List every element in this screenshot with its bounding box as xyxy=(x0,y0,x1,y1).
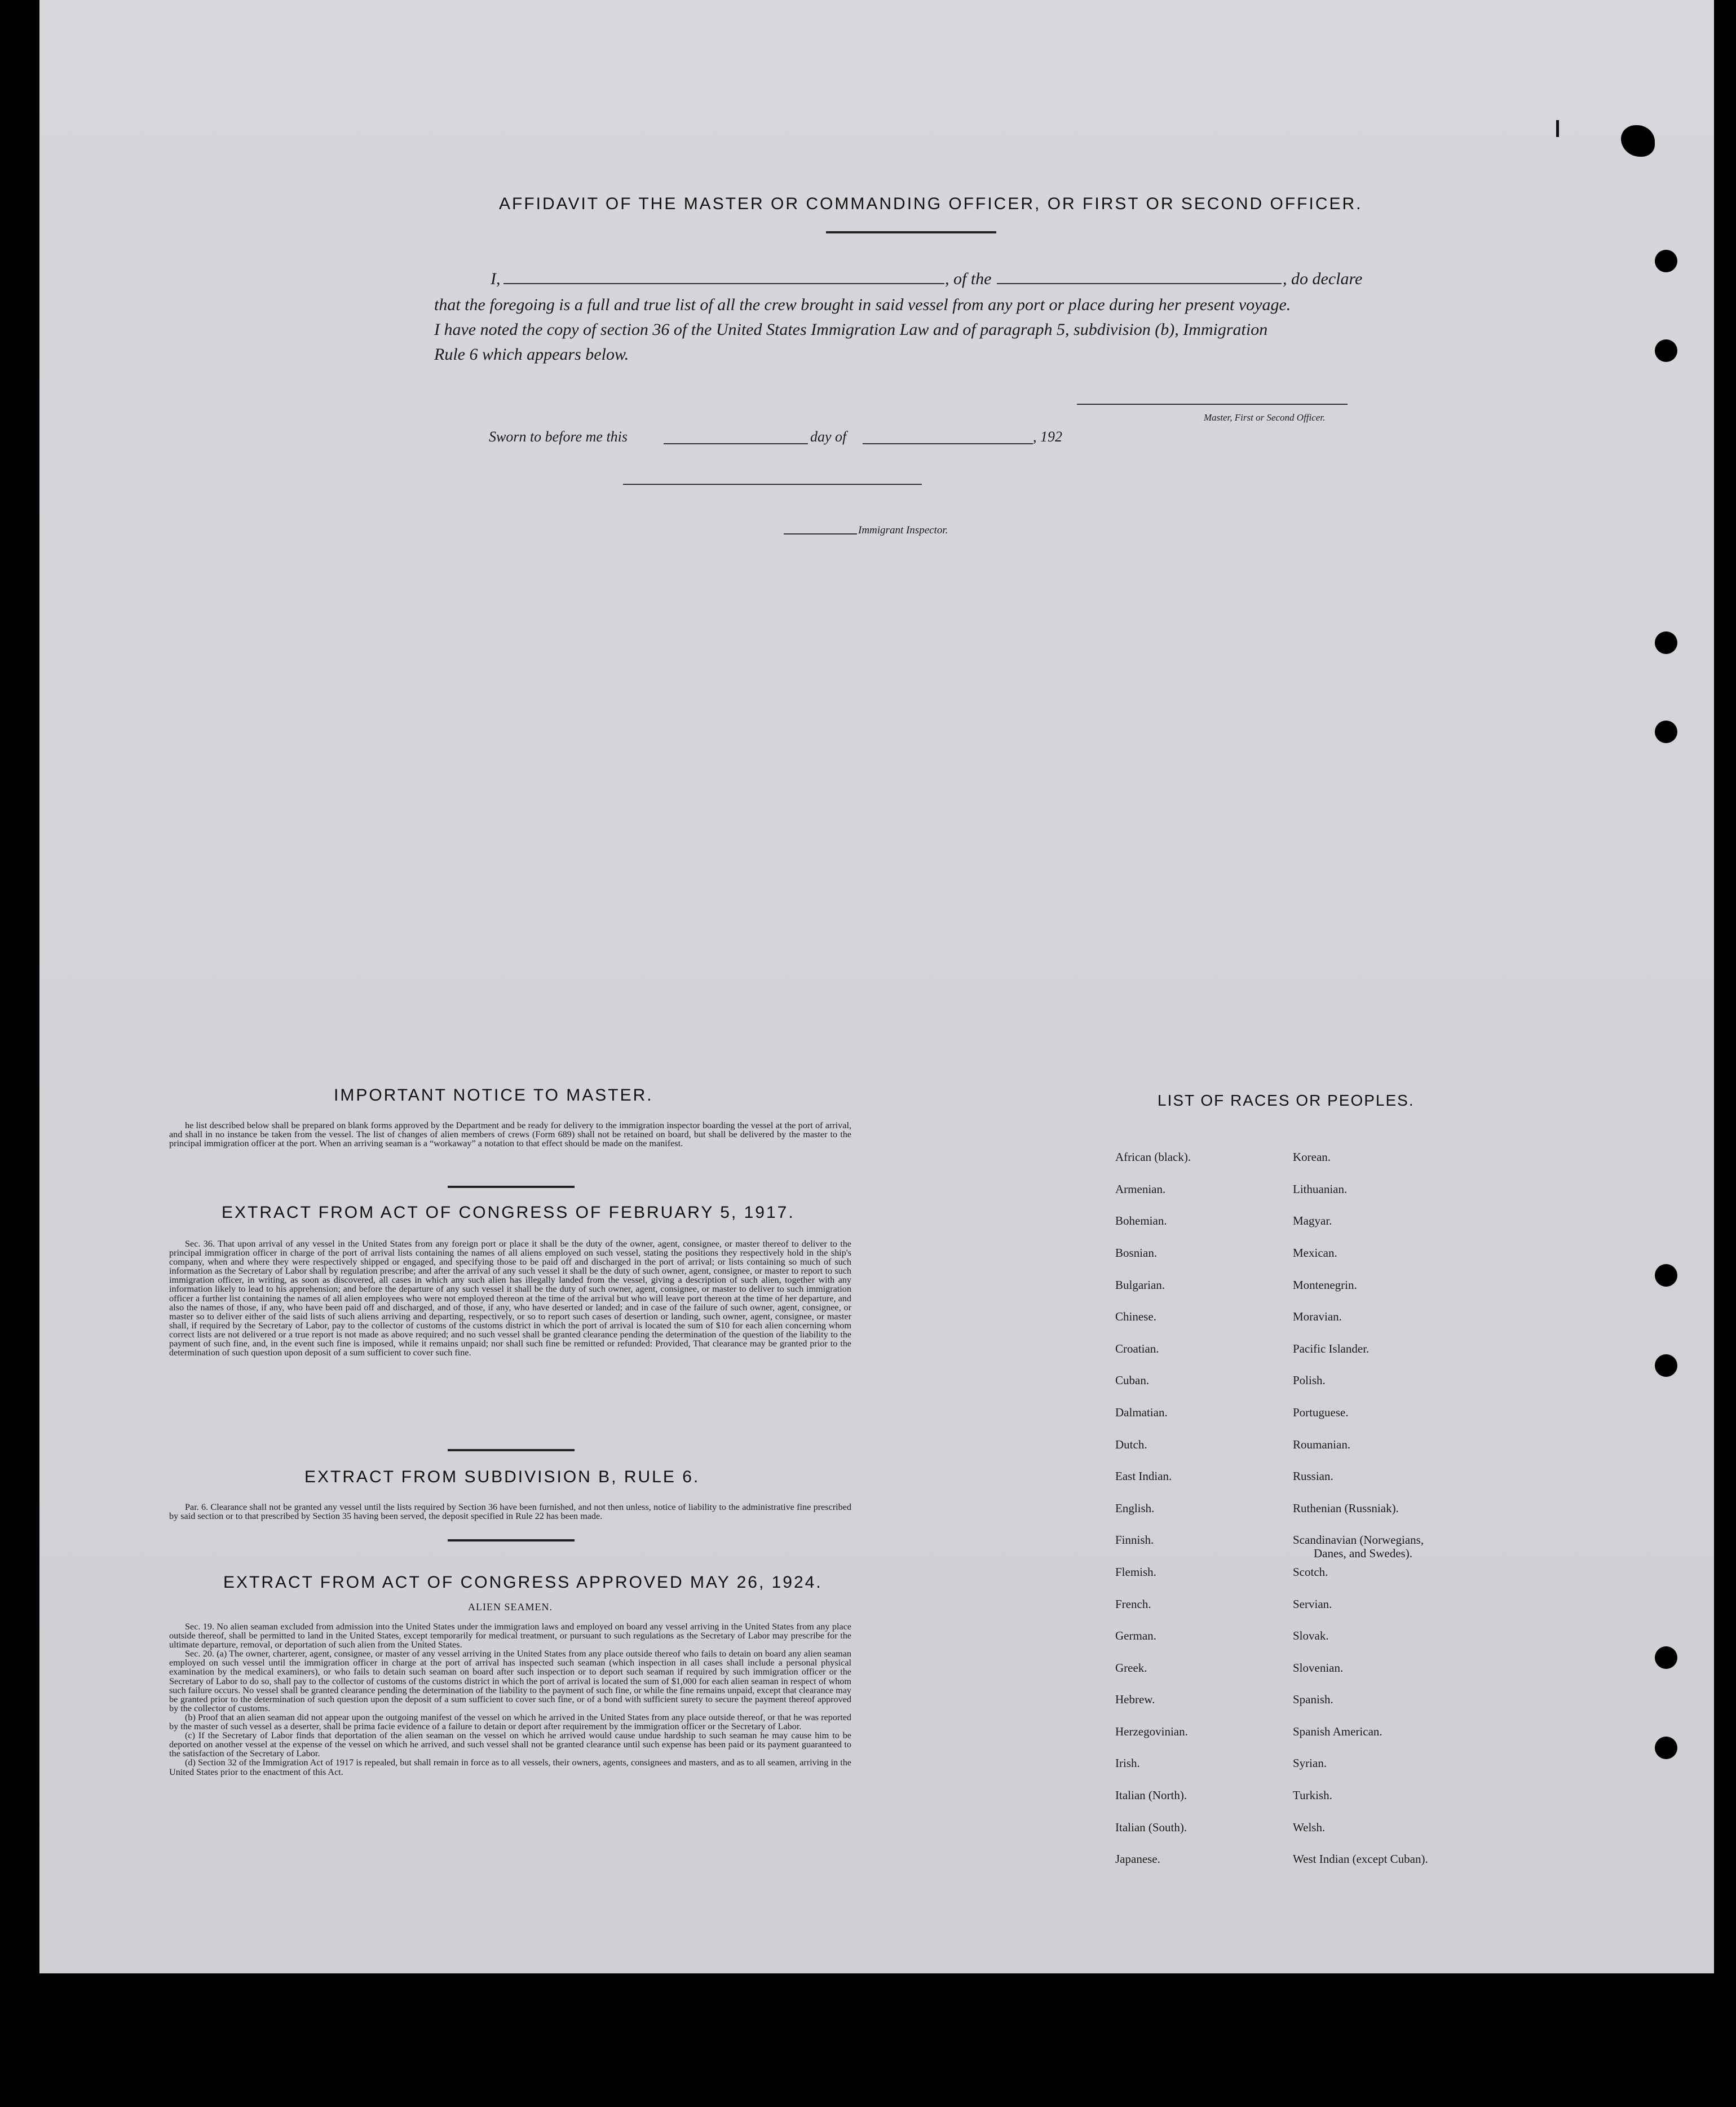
sworn-text: Sworn to before me this xyxy=(489,429,628,445)
race-item: Greek. xyxy=(1115,1661,1147,1675)
sec-20-d: (d) Section 32 of the Immigration Act of 1917 is repealed, but shall remain in force as to all vessels, their owners, agents, consignees and masters, and as to all seamen, arriving in the United States prior to the enactment of this Act. xyxy=(169,1757,851,1777)
notice-title: IMPORTANT NOTICE TO MASTER. xyxy=(334,1086,653,1105)
punch-hole xyxy=(1655,1264,1677,1287)
month-blank[interactable] xyxy=(863,443,1033,444)
race-item: Cuban. xyxy=(1115,1373,1150,1387)
race-item: Scotch. xyxy=(1293,1565,1328,1579)
affidavit-of-the: , of the xyxy=(945,270,992,288)
race-item: Moravian. xyxy=(1293,1310,1342,1323)
race-item: French. xyxy=(1115,1597,1151,1611)
punch-hole xyxy=(1655,1646,1677,1669)
race-item: Italian (South). xyxy=(1115,1821,1187,1834)
race-item: English. xyxy=(1115,1501,1155,1515)
punch-hole xyxy=(1655,1737,1677,1759)
extract-1924-text xyxy=(169,1622,851,1777)
master-signature-line[interactable] xyxy=(1077,404,1348,405)
race-item: Hebrew. xyxy=(1115,1693,1155,1706)
notice-text: he list described below shall be prepared on blank forms approved by the Department and be ready for delivery to the immigration inspector boarding the vessel at the port of arrival, and shall in no instance be taken from the vessel. The list of changes of alien members of crews (Form 689) shall not be retained on board, but shall be delivered by the master to the principal immigration officer at the port. When an arriving seaman is a “workaway” a notation to that effect should be made on the manifest. xyxy=(169,1120,851,1149)
race-item: Mexican. xyxy=(1293,1246,1337,1260)
sec-20-c: (c) If the Secretary of Labor finds that deportation of the alien seaman on the vessel on which he arrived would cause undue hardship to such seaman he may cause him to be deported on another vessel at the expense of the vessel on which he arrived, and such vessel shall not be granted clearance until such expense has been paid or its payment guaranteed to the satisfaction of the Secretary of Labor. xyxy=(169,1730,851,1759)
section-rule xyxy=(448,1449,575,1451)
race-item: Magyar. xyxy=(1293,1214,1332,1227)
race-item: Spanish American. xyxy=(1293,1725,1382,1738)
scan-mark xyxy=(1556,120,1559,137)
race-item: Japanese. xyxy=(1115,1852,1160,1866)
punch-hole xyxy=(1655,250,1677,272)
race-item: Armenian. xyxy=(1115,1182,1166,1196)
race-item: Spanish. xyxy=(1293,1693,1333,1706)
race-item: Bohemian. xyxy=(1115,1214,1167,1227)
race-item: East Indian. xyxy=(1115,1469,1172,1483)
affidavit-do-declare: , do declare xyxy=(1283,270,1363,288)
race-item: Scandinavian (Norwegians, xyxy=(1293,1533,1424,1547)
alien-seamen-subtitle: ALIEN SEAMEN. xyxy=(468,1601,553,1613)
punch-hole xyxy=(1655,721,1677,743)
extract-rule6-text: Par. 6. Clearance shall not be granted any vessel until the lists required by Section 36 have been furnished, and not then unless, notice of liability to the administrative fine prescribed by said section or to that prescribed by Section 35 having been served, the deposit specified in Rule 22 has been made. xyxy=(169,1502,851,1522)
inspector-signature-line[interactable] xyxy=(623,484,922,485)
affidavit-i: I, xyxy=(491,270,501,288)
race-item: Lithuanian. xyxy=(1293,1182,1348,1196)
race-item: Russian. xyxy=(1293,1469,1333,1483)
race-item: Ruthenian (Russniak). xyxy=(1293,1501,1399,1515)
race-item-continued: Danes, and Swedes). xyxy=(1314,1547,1412,1560)
affidavit-line-4: Rule 6 which appears below. xyxy=(434,345,629,364)
sec-20-b: (b) Proof that an alien seaman did not appear upon the outgoing manifest of the vessel on which he arrived in the United States from any place outside thereof, or that he was reported by the master of such vessel as a deserter, shall be prima facie evidence of a failure to detain or deport after requirement by the immigration officer or the Secretary of Labor. xyxy=(169,1712,851,1732)
race-item: Herzegovinian. xyxy=(1115,1725,1188,1738)
race-item: African (black). xyxy=(1115,1150,1191,1164)
affidavit-line-2: that the foregoing is a full and true list of all the crew brought in said vessel from any port or place during her present voyage. xyxy=(434,295,1291,314)
year-text: , 192 xyxy=(1033,429,1062,445)
day-blank[interactable] xyxy=(664,443,808,444)
vessel-blank[interactable] xyxy=(997,283,1282,284)
sec-19: Sec. 19. No alien seaman excluded from admission into the United States under the immigration laws and employed on board any vessel arriving in the United States from any place outside thereof, shall be permitted to land in the United States, except temporarily for medical treatment, or pursuant to such regulations as the Secretary of Labor may prescribe for the ultimate departure, removal, or deportation of such alien from the United States. xyxy=(169,1622,851,1650)
day-of-text: day of xyxy=(810,429,847,445)
race-item: Roumanian. xyxy=(1293,1438,1351,1451)
race-item: Bulgarian. xyxy=(1115,1278,1165,1292)
race-item: Korean. xyxy=(1293,1150,1331,1164)
race-item: Dutch. xyxy=(1115,1438,1147,1451)
title-rule xyxy=(826,231,996,233)
race-item: German. xyxy=(1115,1629,1156,1642)
race-item: Flemish. xyxy=(1115,1565,1156,1579)
extract-1917-title: EXTRACT FROM ACT OF CONGRESS OF FEBRUARY 5, 1917. xyxy=(222,1203,795,1222)
race-item: Portuguese. xyxy=(1293,1406,1349,1419)
race-item: Welsh. xyxy=(1293,1821,1326,1834)
race-item: Polish. xyxy=(1293,1373,1326,1387)
race-item: Bosnian. xyxy=(1115,1246,1158,1260)
extract-1917-text: Sec. 36. That upon arrival of any vessel in the United States from any foreign port or place it shall be the duty of the owner, agent, consignee, or master thereof to deliver to the principal immigration officer in charge of the port of arrival lists containing the names of all aliens employed on such vessel, stating the positions they respectively hold in the ship's company, when and where they were respectively shipped or engaged, and specifying those to be paid off and discharged in the port of arrival; or lists containing so much of such information as the Secretary of Labor shall by regulation prescribe; and after the arrival of any such vessel it shall be the duty of such owner, agent, consignee, or master to report to such immigration officer, in writing, as soon as discovered, all cases in which any such alien has illegally landed from the vessel, giving a description of such alien, together with any information likely to lead to his apprehension; and before the departure of any such vessel it shall be the duty of such owner, agent, consignee, or master to deliver to such immigration officer a further list containing the names of all alien employees who were not employed thereon at the time of the arrival but who will leave port thereon at the time of her departure, and also the names of those, if any, who have been paid off and discharged, and of those, if any, who have deserted or landed; and in case of the failure of such owner, agent, consignee, or master so to deliver either of the said lists of such aliens arriving and departing, respectively, or so to report such cases of desertion or landing, such owner, agent, consignee, or master shall, if required by the Secretary of Labor, pay to the collector of customs of the customs district in which the port of arrival is located the sum of $10 for each alien concerning whom correct lists are not delivered or a true report is not made as above required; and no such vessel shall be granted clearance pending the determination of the question of the liability to the payment of such fine, and, in the event such fine is imposed, while it remains unpaid; nor shall such fine be remitted or refunded: Provided, That clearance may be granted prior to the determination of such question upon deposit of a sum sufficient to cover such fine. xyxy=(169,1239,851,1358)
race-item: Irish. xyxy=(1115,1756,1140,1770)
inspector-blank[interactable] xyxy=(784,533,857,535)
inspector-label: Immigrant Inspector. xyxy=(858,524,948,536)
affidavit-title: AFFIDAVIT OF THE MASTER OR COMMANDING OFFICER, OR FIRST OR SECOND OFFICER. xyxy=(499,195,1363,213)
race-item: Slovak. xyxy=(1293,1629,1329,1642)
section-rule xyxy=(448,1186,575,1188)
race-item: Finnish. xyxy=(1115,1533,1154,1547)
race-item: Servian. xyxy=(1293,1597,1332,1611)
race-item: Dalmatian. xyxy=(1115,1406,1168,1419)
punch-hole xyxy=(1655,339,1677,362)
race-item: Italian (North). xyxy=(1115,1788,1187,1802)
edge-notch xyxy=(31,149,38,166)
race-item: Montenegrin. xyxy=(1293,1278,1357,1292)
punch-hole xyxy=(1655,1354,1677,1377)
section-rule xyxy=(448,1539,575,1541)
race-item: West Indian (except Cuban). xyxy=(1293,1852,1428,1866)
race-item: Pacific Islander. xyxy=(1293,1342,1370,1355)
races-title: LIST OF RACES OR PEOPLES. xyxy=(1158,1092,1415,1109)
race-item: Slovenian. xyxy=(1293,1661,1344,1675)
race-item: Turkish. xyxy=(1293,1788,1332,1802)
race-item: Chinese. xyxy=(1115,1310,1156,1323)
extract-1924-title: EXTRACT FROM ACT OF CONGRESS APPROVED MAY 26, 1924. xyxy=(223,1573,823,1592)
race-item: Syrian. xyxy=(1293,1756,1327,1770)
sec-20: Sec. 20. (a) The owner, charterer, agent, consignee, or master of any vessel arriving in the United States from any place outside thereof who fails to detain on board any alien seaman employed on such vessel until the immigration officer in charge at the port of arrival has inspected such seaman (which inspection in all cases shall include a personal physical examination by the medical examiners), or who fails to detain such seaman on board after such inspection or to deport such seaman if required by such immigration officer or the Secretary of Labor to do so, shall pay to the collector of customs of the customs district in which the port of arrival is located the sum of $1,000 for each alien seaman in respect of whom such failure occurs. No vessel shall be granted clearance pending the determination of the liability to the payment of such fine, or while the fine remains unpaid, except that clearance may be granted prior to the determination of such question upon the deposit of a sum sufficient to cover such fine, or of a bond with sufficient surety to secure the payment thereof approved by the collector of customs. xyxy=(169,1649,851,1713)
race-item: Croatian. xyxy=(1115,1342,1159,1355)
punch-hole xyxy=(1655,631,1677,654)
affidavit-line-3: I have noted the copy of section 36 of the United States Immigration Law and of paragraph 5, subdivision (b), Immigration xyxy=(434,320,1268,339)
master-label: Master, First or Second Officer. xyxy=(1204,412,1326,423)
extract-rule6-title: EXTRACT FROM SUBDIVISION B, RULE 6. xyxy=(304,1468,700,1486)
name-blank[interactable] xyxy=(503,283,944,284)
